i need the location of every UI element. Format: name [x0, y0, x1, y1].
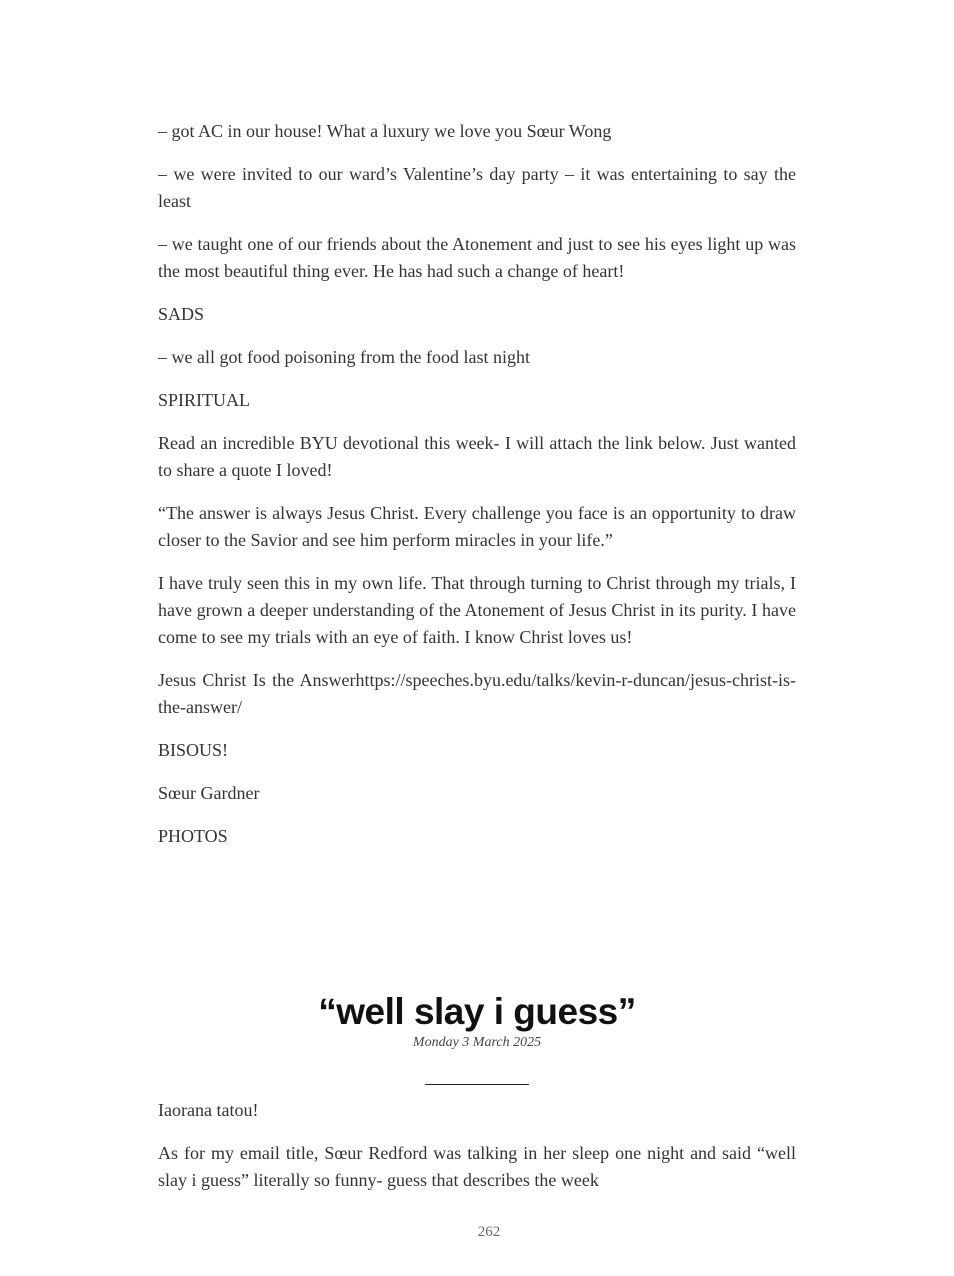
signature-name: Sœur Gardner: [158, 783, 260, 803]
paragraph-food-poisoning: – we all got food poisoning from the food last night: [158, 347, 530, 367]
title-divider: [425, 1084, 529, 1085]
page-number: 262: [477, 1224, 501, 1240]
entry-date: Monday 3 March 2025: [412, 1035, 542, 1050]
heading-sads: SADS: [158, 304, 205, 324]
devotional-link[interactable]: Jesus Christ Is the Answerhttps://speeches.byu.edu/talks/kevin-r-duncan/jesus-christ-is-the-answer/: [158, 670, 796, 717]
paragraph-ac: – got AC in our house! What a luxury we love you Sœur Wong: [158, 121, 612, 141]
next-entry-body: [158, 1097, 796, 1210]
paragraph-quote: “The answer is always Jesus Christ. Every challenge you face is an opportunity to draw closer to the Savior and see him perform miracles in your life.”: [158, 503, 796, 550]
heading-photos: PHOTOS: [158, 826, 228, 846]
paragraph-atonement-friend: – we taught one of our friends about the Atonement and just to see his eyes light up was the most beautiful thing ever. He has had such a change of heart!: [158, 234, 796, 281]
previous-entry-body: [158, 118, 796, 866]
paragraph-devotional: Read an incredible BYU devotional this week- I will attach the link below. Just wanted to share a quote I loved!: [158, 433, 796, 480]
next-entry-header: [0, 990, 954, 1085]
paragraph-valentines: – we were invited to our ward’s Valentine’s day party – it was entertaining to say the least: [158, 164, 796, 211]
paragraph-email-title: As for my email title, Sœur Redford was talking in her sleep one night and said “well slay i guess” literally so funny- guess that describes the week: [158, 1143, 796, 1190]
heading-spiritual: SPIRITUAL: [158, 390, 251, 410]
paragraph-greeting: Iaorana tatou!: [158, 1100, 259, 1120]
paragraph-testimony: I have truly seen this in my own life. That through turning to Christ through my trials, I have grown a deeper understanding of the Atonement of Jesus Christ in its purity. I have come to see my trials with an eye of faith. I know Christ loves us!: [158, 573, 796, 647]
entry-title: “well slay i guess”: [318, 991, 636, 1032]
paragraph-bisous: BISOUS!: [158, 740, 229, 760]
